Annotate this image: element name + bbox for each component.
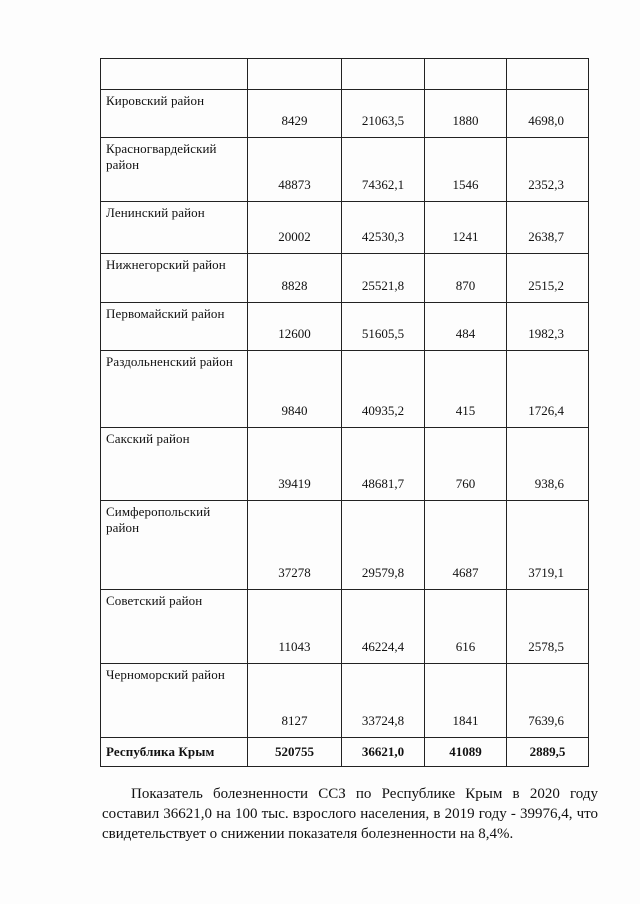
value-cell: 4687 bbox=[425, 501, 507, 590]
district-name: Кировский район bbox=[101, 90, 248, 138]
value-cell: 1880 bbox=[425, 90, 507, 138]
table-row bbox=[101, 254, 589, 303]
value-cell: 938,6 bbox=[507, 428, 589, 501]
value-cell: 760 bbox=[425, 428, 507, 501]
table-row bbox=[101, 90, 589, 138]
total-value: 2889,5 bbox=[507, 738, 589, 767]
table-row bbox=[101, 303, 589, 351]
value-cell: 870 bbox=[425, 254, 507, 303]
table-row bbox=[101, 202, 589, 254]
value-cell: 11043 bbox=[248, 590, 342, 664]
total-name: Республика Крым bbox=[101, 738, 248, 767]
value-cell: 29579,8 bbox=[342, 501, 425, 590]
district-name: Красногвардейский район bbox=[101, 138, 248, 202]
header-cell bbox=[425, 59, 507, 90]
total-value: 520755 bbox=[248, 738, 342, 767]
summary-paragraph bbox=[102, 784, 598, 844]
table-row bbox=[101, 501, 589, 590]
value-cell: 40935,2 bbox=[342, 351, 425, 428]
table-total-row bbox=[101, 738, 589, 767]
value-cell: 1841 bbox=[425, 664, 507, 738]
table-header-row bbox=[101, 59, 589, 90]
value-cell: 74362,1 bbox=[342, 138, 425, 202]
value-cell: 46224,4 bbox=[342, 590, 425, 664]
header-cell bbox=[342, 59, 425, 90]
value-cell: 12600 bbox=[248, 303, 342, 351]
value-cell: 21063,5 bbox=[342, 90, 425, 138]
district-name: Сакский район bbox=[101, 428, 248, 501]
district-name: Раздольненский район bbox=[101, 351, 248, 428]
value-cell: 1726,4 bbox=[507, 351, 589, 428]
table-row bbox=[101, 351, 589, 428]
total-value: 36621,0 bbox=[342, 738, 425, 767]
district-name: Нижнегорский район bbox=[101, 254, 248, 303]
value-cell: 4698,0 bbox=[507, 90, 589, 138]
value-cell: 2578,5 bbox=[507, 590, 589, 664]
value-cell: 2515,2 bbox=[507, 254, 589, 303]
value-cell: 1241 bbox=[425, 202, 507, 254]
value-cell: 33724,8 bbox=[342, 664, 425, 738]
district-name: Первомайский район bbox=[101, 303, 248, 351]
value-cell: 42530,3 bbox=[342, 202, 425, 254]
value-cell: 2638,7 bbox=[507, 202, 589, 254]
value-cell: 8127 bbox=[248, 664, 342, 738]
district-name: Ленинский район bbox=[101, 202, 248, 254]
table-row bbox=[101, 590, 589, 664]
district-name: Симферопольский район bbox=[101, 501, 248, 590]
paragraph-line: Показатель болезненности ССЗ по Республике Крым в 2020 году bbox=[131, 786, 598, 802]
value-cell: 8828 bbox=[248, 254, 342, 303]
value-cell: 9840 bbox=[248, 351, 342, 428]
value-cell: 484 bbox=[425, 303, 507, 351]
value-cell: 7639,6 bbox=[507, 664, 589, 738]
value-cell: 415 bbox=[425, 351, 507, 428]
value-cell: 1546 bbox=[425, 138, 507, 202]
district-name: Черноморский район bbox=[101, 664, 248, 738]
value-cell: 20002 bbox=[248, 202, 342, 254]
value-cell: 8429 bbox=[248, 90, 342, 138]
table-row bbox=[101, 138, 589, 202]
district-name: Советский район bbox=[101, 590, 248, 664]
header-cell bbox=[507, 59, 589, 90]
table-row bbox=[101, 428, 589, 501]
morbidity-table bbox=[100, 58, 589, 767]
total-value: 41089 bbox=[425, 738, 507, 767]
table-row bbox=[101, 664, 589, 738]
value-cell: 1982,3 bbox=[507, 303, 589, 351]
value-cell: 48681,7 bbox=[342, 428, 425, 501]
value-cell: 39419 bbox=[248, 428, 342, 501]
header-cell bbox=[101, 59, 248, 90]
value-cell: 48873 bbox=[248, 138, 342, 202]
value-cell: 51605,5 bbox=[342, 303, 425, 351]
value-cell: 25521,8 bbox=[342, 254, 425, 303]
paragraph-line: свидетельствует о снижении показателя болезненности на 8,4%. bbox=[102, 826, 514, 842]
value-cell: 37278 bbox=[248, 501, 342, 590]
header-cell bbox=[248, 59, 342, 90]
value-cell: 616 bbox=[425, 590, 507, 664]
value-cell: 3719,1 bbox=[507, 501, 589, 590]
paragraph-line: составил 36621,0 на 100 тыс. взрослого населения, в 2019 году - 39976,4, что bbox=[102, 806, 598, 822]
value-cell: 2352,3 bbox=[507, 138, 589, 202]
